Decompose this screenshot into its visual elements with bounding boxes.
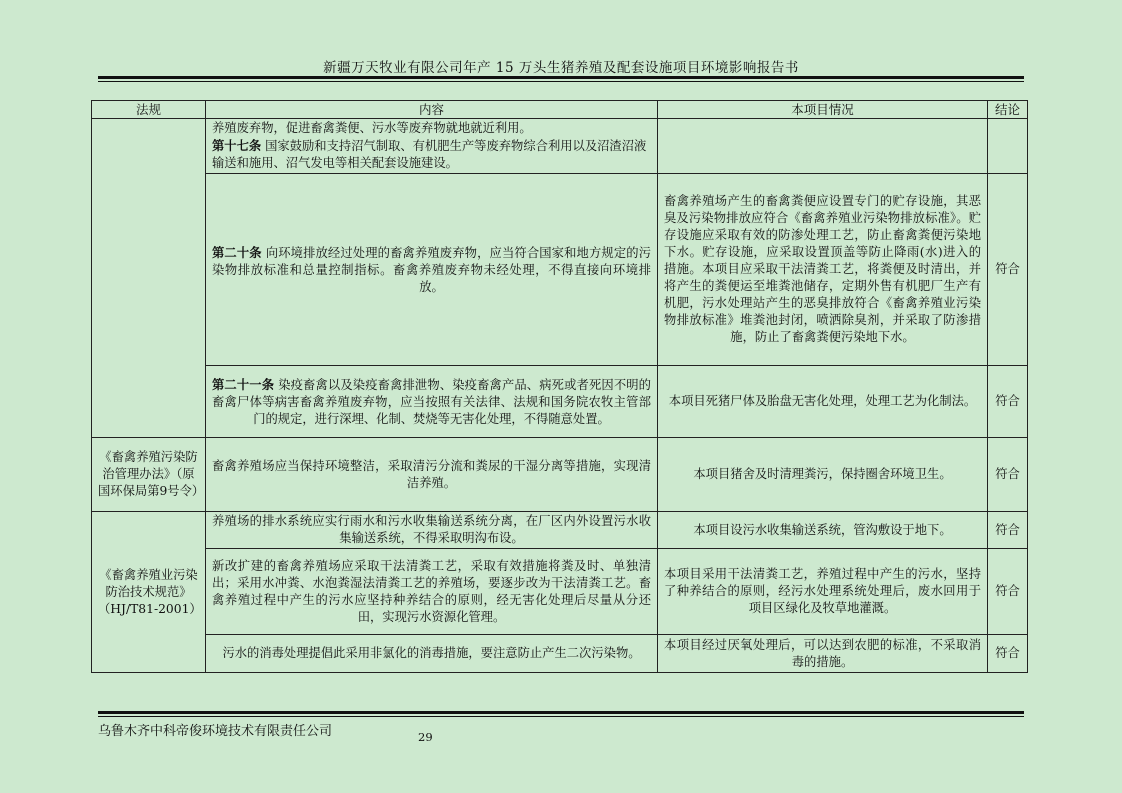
content-cell (206, 174, 658, 366)
content-text: 国家鼓励和支持沼气制取、有机肥生产等废弃物综合利用以及沼渣沼液输送和施用、沼气发电等相关配套设施建设。 (212, 139, 647, 170)
content-text: 养殖废弃物，促进畜禽粪便、污水等废弃物就地就近利用。 (212, 121, 532, 135)
content-text: 养殖场的排水系统应实行雨水和污水收集输送系统分离，在厂区内外设置污水收集输送系统，不得采取明沟布设。 (212, 514, 651, 545)
situation-cell (658, 174, 988, 366)
situation-text: 本项目经过厌氧处理后，可以达到农肥的标准，不采取消毒的措施。 (664, 637, 981, 669)
situation-cell (658, 366, 988, 438)
table-row (92, 512, 1028, 549)
regulation-name: 《畜禽养殖业污染防治技术规范》 (99, 567, 198, 599)
footer-company-name: 乌鲁木齐中科帝俊环境技术有限责任公司 (98, 724, 333, 739)
col-header-situation: 本项目情况 (658, 101, 988, 119)
situation-cell (658, 119, 988, 174)
regulation-cell (92, 119, 206, 438)
content-cell (206, 119, 658, 174)
table-row (92, 549, 1028, 635)
conclusion-cell: 符合 (988, 549, 1028, 635)
situation-cell (658, 549, 988, 635)
article-number: 第二十条 (212, 244, 262, 260)
situation-cell (658, 512, 988, 549)
situation-text: 本项目采用干法清粪工艺，养殖过程中产生的污水，坚持了种养结合的原则，经污水处理系统处理后，废水回用于项目区绿化及牧草地灌溉。 (664, 567, 981, 615)
page-number: 29 (418, 730, 433, 744)
regulation-compliance-table (91, 100, 1028, 673)
article-number: 第十七条 (212, 138, 262, 153)
table-row (92, 119, 1028, 174)
header-rule-thick (98, 76, 1024, 79)
content-cell (206, 549, 658, 635)
situation-cell (658, 438, 988, 512)
conclusion-cell: 符合 (988, 438, 1028, 512)
situation-text: 本项目猪舍及时清理粪污，保持圈舍环境卫生。 (693, 467, 952, 481)
col-header-regulation: 法规 (92, 101, 206, 119)
content-cell (206, 438, 658, 512)
conclusion-cell (988, 119, 1028, 174)
table-row (92, 438, 1028, 512)
header-rule-thin (98, 81, 1024, 82)
table-header-row (92, 101, 1028, 119)
content-text: 新改扩建的畜禽养殖场应采取干法清粪工艺，采取有效措施将粪及时、单独清出；采用水冲粪、水泡粪湿法清粪工艺的养殖场，要逐步改为干法清粪工艺。畜禽养殖过程中产生的污水应坚持种养结合的原则，经无害化处理后尽量从分还田，实现污水资源化管理。 (212, 558, 651, 624)
table-row (92, 174, 1028, 366)
conclusion-cell: 符合 (988, 174, 1028, 366)
situation-text: 畜禽养殖场产生的畜禽粪便应设置专门的贮存设施，其恶臭及污染物排放应符合《畜禽养殖业污染物排放标准》。贮存设施应采取有效的防渗处理工艺，防止畜禽粪便污染地下水。贮存设施，应采取设置顶盖等防止降雨(水)进入的措施。本项目应采取干法清粪工艺，将粪便及时清出，并将产生的粪便运至堆粪池储存，定期外售有机肥厂生产有机肥，污水处理站产生的恶臭排放符合《畜禽养殖业污染物排放标准》堆粪池封闭，喷洒除臭剂，并采取了防渗措施，防止了畜禽粪便污染地下水。 (664, 194, 981, 344)
regulation-code: （HJ/T81-2001） (98, 601, 202, 616)
content-cell (206, 635, 658, 673)
col-header-content: 内容 (206, 101, 658, 119)
regulation-cell: 《畜禽养殖污染防治管理办法》（原国环保局第9号令） (92, 438, 206, 512)
conclusion-cell: 符合 (988, 635, 1028, 673)
regulation-cell (92, 512, 206, 673)
content-cell (206, 366, 658, 438)
situation-cell (658, 635, 988, 673)
content-text: 污水的消毒处理提倡此采用非氯化的消毒措施，要注意防止产生二次污染物。 (222, 646, 641, 660)
page-header-title: 新疆万天牧业有限公司年产 15 万头生猪养殖及配套设施项目环境影响报告书 (323, 60, 799, 76)
conclusion-cell: 符合 (988, 366, 1028, 438)
footer-rule-thin (98, 716, 1024, 717)
article-number: 第二十一条 (212, 376, 275, 392)
table-row (92, 366, 1028, 438)
situation-text: 本项目设污水收集输送系统，管沟敷设于地下。 (693, 522, 952, 537)
content-text: 畜禽养殖场应当保持环境整洁，采取清污分流和粪尿的干湿分离等措施，实现清洁养殖。 (212, 458, 651, 490)
conclusion-cell: 符合 (988, 512, 1028, 549)
content-cell (206, 512, 658, 549)
content-text: 染疫畜禽以及染疫畜禽排泄物、染疫畜禽产品、病死或者死因不明的畜禽尸体等病害畜禽养殖废弃物，应当按照有关法律、法规和国务院农牧主管部门的规定，进行深埋、化制、焚烧等无害化处理，不得随意处置。 (212, 377, 651, 426)
col-header-conclusion: 结论 (988, 101, 1028, 119)
footer-rule-thick (98, 711, 1024, 714)
situation-text: 本项目死猪尸体及胎盘无害化处理，处理工艺为化制法。 (668, 394, 977, 408)
content-text: 向环境排放经过处理的畜禽养殖废弃物，应当符合国家和地方规定的污染物排放标准和总量控制指标。畜禽养殖废弃物未经处理，不得直接向环境排放。 (212, 245, 651, 294)
table-row (92, 635, 1028, 673)
